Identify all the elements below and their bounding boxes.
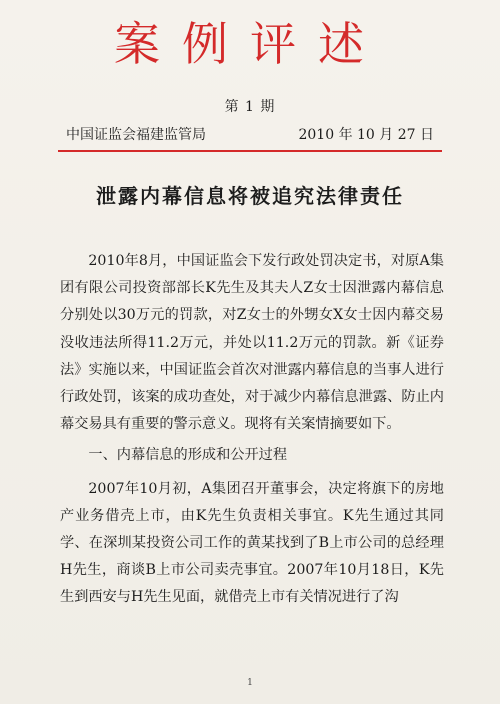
section-heading: 一、内幕信息的形成和公开过程 xyxy=(88,447,288,464)
article-title: 泄露内幕信息将被追究法律责任 xyxy=(96,184,404,208)
masthead-title: 案例评述 xyxy=(114,17,386,71)
paragraph-intro: 2010年8月，中国证监会下发行政处罚决定书，对原A集团有限公司投资部部长K先生及其夫人Z女士因泄露内幕信息分别处以30万元的罚款，对Z女士的外甥女X女士因内幕交易没收违法所得11.2万元，并处以11.2万元的罚款。新《证券法》实施以来，中国证监会首次对泄露内幕信息的当事人进行行政处罚，该案的成功查处，对于减少内幕信息泄露、防止内幕交易具有重要的警示意义。现将有关案情摘要如下。 xyxy=(60,253,444,433)
article-body xyxy=(60,248,444,612)
page-number: 1 xyxy=(247,678,253,688)
issue-number: 第 1 期 xyxy=(224,99,276,115)
issue-date: 2010 年 10 月 27 日 xyxy=(298,127,434,143)
red-divider xyxy=(58,150,442,152)
paragraph-section-1: 2007年10月初，A集团召开董事会，决定将旗下的房地产业务借壳上市，由K先生负责相关事宜。K先生通过其同学、在深圳某投资公司工作的黄某找到了B上市公司的总经理H先生，商谈B上市公司卖壳事宜。2007年10月18日，K先生到西安与H先生见面，就借壳上市有关情况进行了沟 xyxy=(60,480,444,606)
issuing-organization: 中国证监会福建监管局 xyxy=(66,127,206,143)
